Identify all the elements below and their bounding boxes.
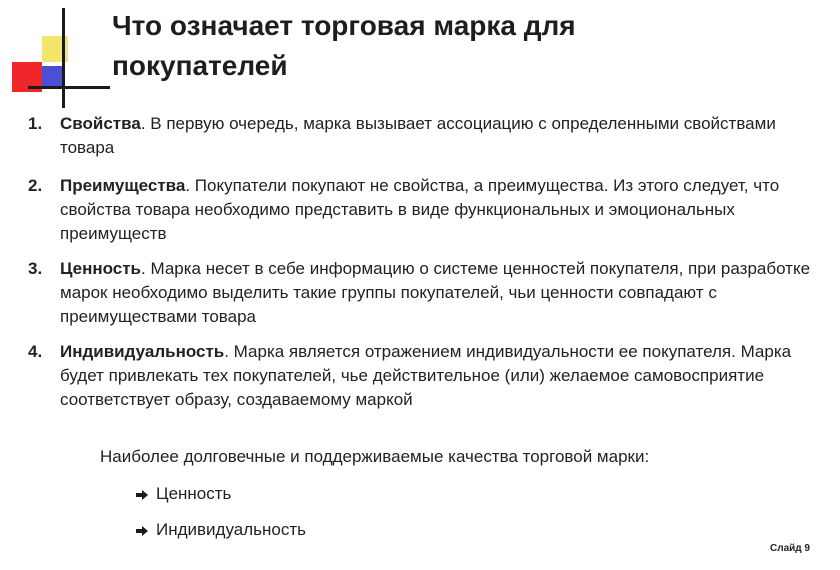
- list-item-term: Преимущества: [60, 176, 186, 195]
- list-item-number: 3.: [28, 259, 43, 278]
- slide-number: Слайд 9: [770, 543, 810, 554]
- right-arrow-icon: [136, 526, 148, 536]
- list-item-number: 4.: [28, 342, 43, 361]
- list-item-text: . Марка является отражением индивидуальности ее покупателя. Марка будет привлекать тех покупателей, чье действительное (или) желаемое самовосприятие соответствует образу, создаваемому маркой: [60, 342, 792, 409]
- list-item-number: 2.: [28, 176, 43, 195]
- decor-blue-square: [42, 66, 64, 86]
- list-item: [28, 112, 828, 160]
- decor-vertical-line: [62, 8, 65, 108]
- slide-title-line-1: Что означает торговая марка для: [112, 10, 576, 41]
- slide-title-line-2: покупателей: [112, 50, 288, 81]
- list-item: [28, 174, 828, 246]
- list-item: [28, 257, 828, 329]
- list-item-text: . В первую очередь, марка вызывает ассоциацию с определенными свойствами товара: [60, 114, 776, 157]
- sub-list-item-label: Ценность: [156, 484, 232, 503]
- numbered-list: [28, 112, 828, 412]
- list-item-term: Индивидуальность: [60, 342, 225, 361]
- list-item-text: . Марка несет в себе информацию о системе ценностей покупателя, при разработке марок необходимо выделить такие группы покупателей, чьи ценности совпадают с преимуществами товара: [60, 259, 811, 326]
- sub-list-item: [136, 482, 231, 506]
- sub-list-item: [136, 518, 306, 542]
- list-item: [28, 340, 828, 412]
- list-item-term: Ценность: [60, 259, 142, 278]
- decor-horizontal-line: [28, 86, 110, 89]
- list-item-number: 1.: [28, 114, 43, 133]
- list-item-text: . Покупатели покупают не свойства, а преимущества. Из этого следует, что свойства товара необходимо представить в виде функциональных и эмоциональных преимуществ: [60, 176, 780, 243]
- right-arrow-icon: [136, 490, 148, 500]
- slide-title: [112, 6, 812, 86]
- sub-list-item-label: Индивидуальность: [156, 520, 306, 539]
- summary-text: Наиболее долговечные и поддерживаемые качества торговой марки:: [100, 447, 650, 466]
- list-item-term: Свойства: [60, 114, 141, 133]
